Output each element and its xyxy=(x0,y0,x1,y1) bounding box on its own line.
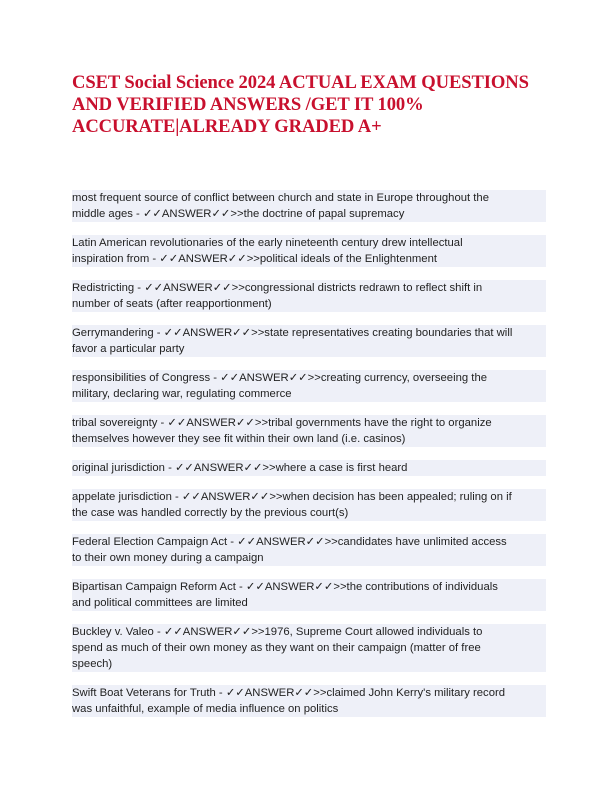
qa-item xyxy=(72,415,546,447)
qa-line: Swift Boat Veterans for Truth - ✓✓ANSWER✓✓>>claimed John Kerry's military record xyxy=(72,685,546,701)
qa-line: Latin American revolutionaries of the early nineteenth century drew intellectual xyxy=(72,235,546,251)
qa-item xyxy=(72,624,546,672)
qa-line: Gerrymandering - ✓✓ANSWER✓✓>>state representatives creating boundaries that will xyxy=(72,325,546,341)
qa-line: inspiration from - ✓✓ANSWER✓✓>>political ideals of the Enlightenment xyxy=(72,251,546,267)
qa-line: speech) xyxy=(72,656,546,672)
qa-line: spend as much of their own money as they want on their campaign (matter of free xyxy=(72,640,546,656)
qa-item xyxy=(72,280,546,312)
qa-item xyxy=(72,460,546,476)
qa-line: Bipartisan Campaign Reform Act - ✓✓ANSWER✓✓>>the contributions of individuals xyxy=(72,579,546,595)
document-title xyxy=(72,72,552,138)
qa-line: original jurisdiction - ✓✓ANSWER✓✓>>where a case is first heard xyxy=(72,460,546,476)
qa-item xyxy=(72,579,546,611)
qa-line: number of seats (after reapportionment) xyxy=(72,296,546,312)
qa-line: favor a particular party xyxy=(72,341,546,357)
qa-line: and political committees are limited xyxy=(72,595,546,611)
qa-line: Buckley v. Valeo - ✓✓ANSWER✓✓>>1976, Supreme Court allowed individuals to xyxy=(72,624,546,640)
qa-line: was unfaithful, example of media influence on politics xyxy=(72,701,546,717)
qa-line: middle ages - ✓✓ANSWER✓✓>>the doctrine of papal supremacy xyxy=(72,206,546,222)
qa-line: tribal sovereignty - ✓✓ANSWER✓✓>>tribal governments have the right to organize xyxy=(72,415,546,431)
qa-item xyxy=(72,235,546,267)
title-line: ACCURATE|ALREADY GRADED A+ xyxy=(72,116,382,137)
title-line: AND VERIFIED ANSWERS /GET IT 100% xyxy=(72,94,424,115)
qa-line: appelate jurisdiction - ✓✓ANSWER✓✓>>when decision has been appealed; ruling on if xyxy=(72,489,546,505)
qa-item xyxy=(72,489,546,521)
qa-line: Redistricting - ✓✓ANSWER✓✓>>congressional districts redrawn to reflect shift in xyxy=(72,280,546,296)
qa-item xyxy=(72,534,546,566)
qa-line: themselves however they see fit within their own land (i.e. casinos) xyxy=(72,431,546,447)
qa-item xyxy=(72,190,546,222)
qa-line: most frequent source of conflict between church and state in Europe throughout the xyxy=(72,190,546,206)
qa-line: the case was handled correctly by the previous court(s) xyxy=(72,505,546,521)
qa-item xyxy=(72,370,546,402)
qa-line: Federal Election Campaign Act - ✓✓ANSWER✓✓>>candidates have unlimited access xyxy=(72,534,546,550)
qa-line: military, declaring war, regulating commerce xyxy=(72,386,546,402)
qa-item xyxy=(72,325,546,357)
qa-line: to their own money during a campaign xyxy=(72,550,546,566)
qa-line: responsibilities of Congress - ✓✓ANSWER✓✓>>creating currency, overseeing the xyxy=(72,370,546,386)
qa-list xyxy=(72,190,546,730)
title-line: CSET Social Science 2024 ACTUAL EXAM QUESTIONS xyxy=(72,72,529,93)
qa-item xyxy=(72,685,546,717)
